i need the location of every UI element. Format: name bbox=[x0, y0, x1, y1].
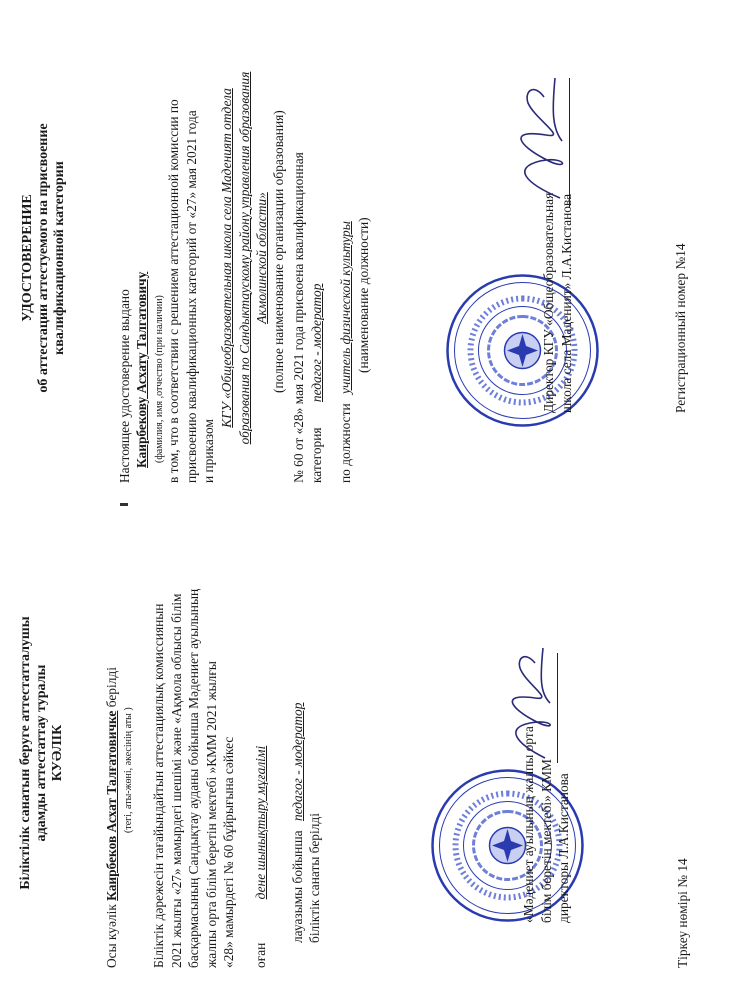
kz-subject-row: оған дене шынықтыру мұғалімі bbox=[253, 745, 268, 968]
ru-signature-block: Директор КГУ «Общеобразовательная школа села Маденият» Л.А.Кистанова bbox=[541, 192, 574, 413]
kz-signature-block: «Мәдениет ауылының жалпы орта білім беретін мектебі» КММ директоры Л.А.Кистанова bbox=[521, 726, 571, 923]
kz-title-line1: Біліктілік санатын беруге аттестатталушы bbox=[18, 616, 33, 890]
russian-certificate bbox=[0, 0, 732, 503]
ru-title-line1: УДОСТОВЕРЕНИЕ bbox=[20, 194, 35, 322]
ru-registration-number: Регистрационный номер №14 bbox=[673, 243, 688, 413]
kz-title bbox=[18, 553, 66, 953]
ru-title bbox=[20, 43, 68, 473]
ru-official-stamp bbox=[445, 273, 600, 428]
ru-name-hint: (фамилия, имя ,отчество (при наличии) bbox=[154, 295, 165, 463]
ru-organization: КГУ «Общеобразовательная школа села Маденият отдела образования по Сандыктаускому району управления образования Акмолинской области» bbox=[219, 71, 269, 445]
kz-position-row: лауазымы бойынша педагог - модератор bbox=[290, 702, 305, 943]
kz-body: Біліктік дәрежесін тағайындайтын аттестациялық комиссиянын 2021 жылғы «27» мамырдегі шешімі және «Ақмола облысы білім басқармасының Сандықтау ауданы бойынша Мәдениет ауылының жалпы орта білім беретін мектебі »КММ 2021 жылғы «28» мамырдегі № 60 бұйрығына сәйкес bbox=[151, 588, 236, 968]
ru-issued: Настоящее удостоверение выдано bbox=[117, 289, 132, 483]
ru-recipient-name: Каирбекову Асхату Талгатовичу bbox=[134, 271, 149, 468]
ru-title-line2: об аттестации аттестуемого на присвоение bbox=[36, 123, 51, 393]
kz-position-tail: біліктік санаты берілді bbox=[307, 813, 322, 943]
ru-body: в том, что в соответствии с решением аттестационной комиссии по присвоению квалификационных категорий от «27» мая 2021 года и приказом bbox=[166, 99, 216, 483]
ru-order: № 60 от «28» мая 2021 года присвоена квалификационная категория педагог - модератор bbox=[291, 152, 324, 483]
kz-intro: Осы куәлік Каирбеков Асхат Талғатовичке берілді bbox=[104, 667, 119, 968]
center-fold-mark bbox=[120, 503, 128, 506]
kz-category: педагог - модератор bbox=[290, 702, 305, 822]
ru-category: педагог - модератор bbox=[308, 283, 324, 403]
kz-subject: дене шынықтыру мұғалімі bbox=[253, 745, 268, 900]
ru-title-line3: квалификационной категории bbox=[52, 161, 67, 355]
kz-title-line2: адамды аттестаттау туралы bbox=[34, 664, 49, 842]
ru-position-hint: (наименование должности) bbox=[356, 217, 371, 373]
ru-position-row: по должности учитель физической культуры bbox=[338, 221, 353, 483]
kazakh-certificate bbox=[0, 508, 732, 1008]
ru-signature bbox=[500, 73, 580, 203]
kz-title-line3: КУӘЛІК bbox=[50, 724, 65, 782]
kz-name-hint: (тегі, аты-жөні, әкесінің аты ) bbox=[123, 707, 134, 833]
kz-recipient-name: Каирбеков Асхат Талғатовичке bbox=[104, 710, 119, 901]
kz-registration-number: Тіркеу нөмірі № 14 bbox=[675, 858, 690, 968]
ru-position: учитель физической культуры bbox=[338, 221, 353, 394]
kz-signature bbox=[495, 643, 565, 763]
ru-org-hint: (полное наименование организации образования) bbox=[271, 110, 286, 393]
